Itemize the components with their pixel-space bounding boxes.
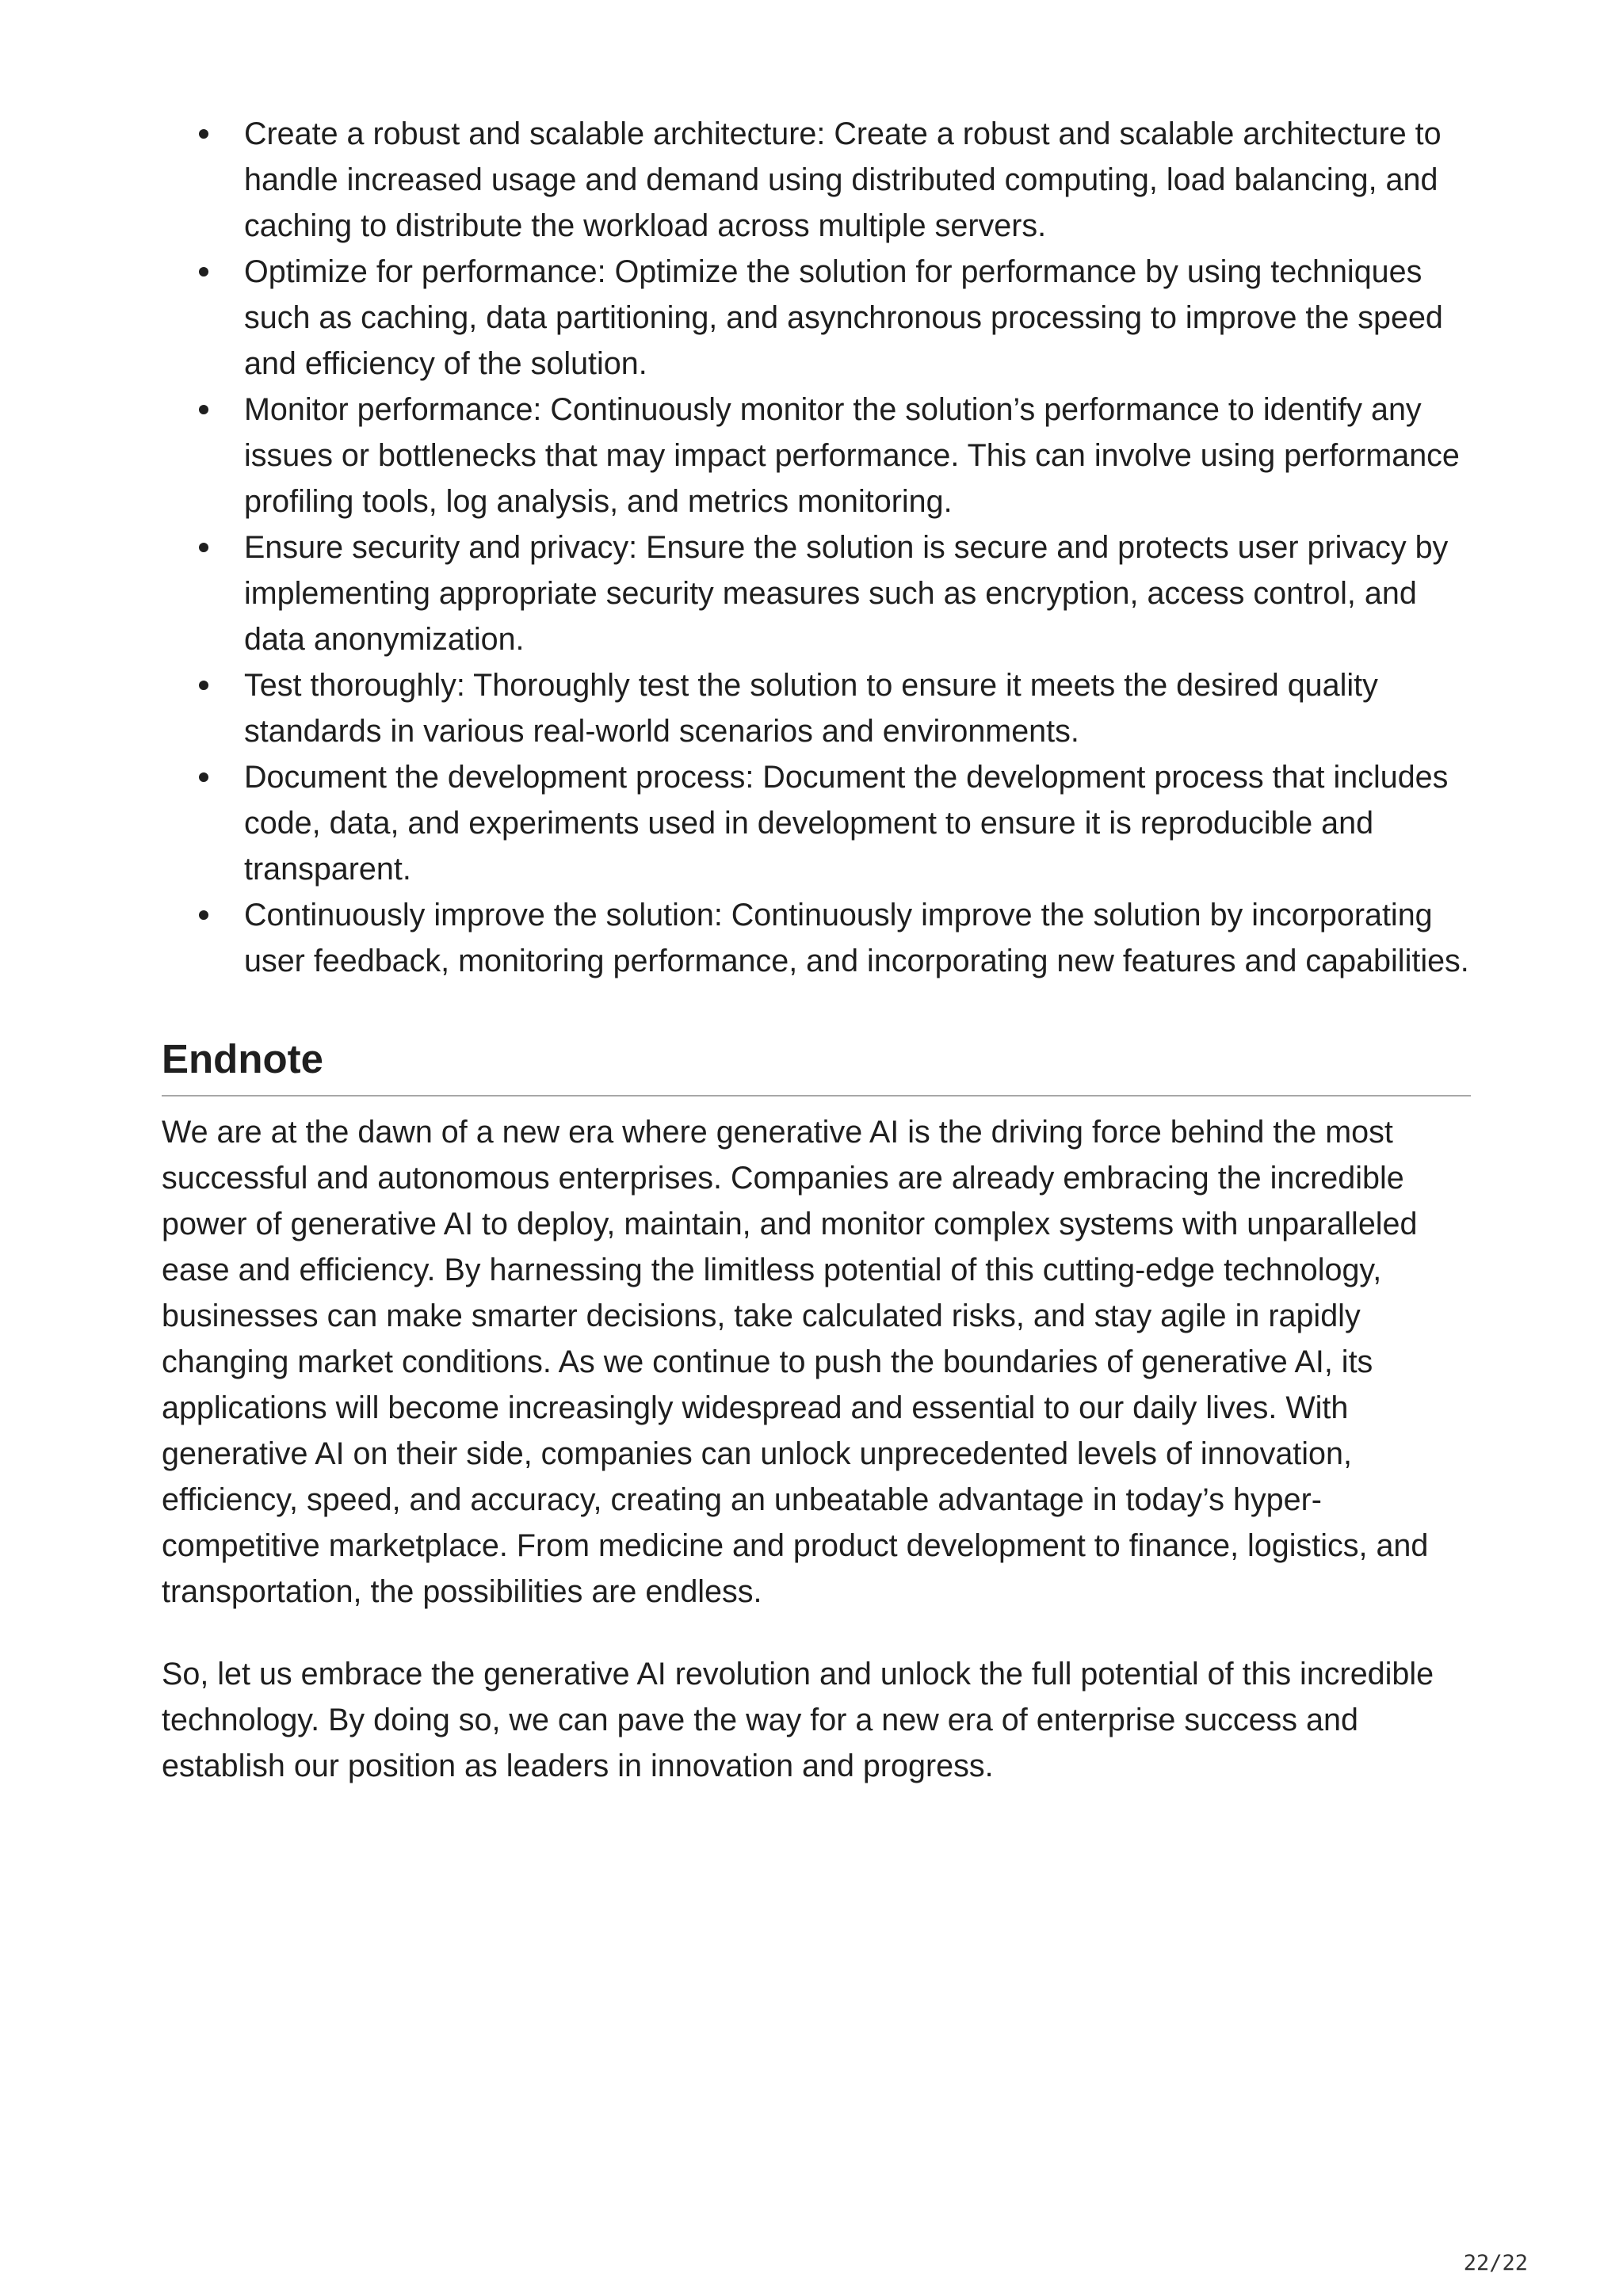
list-item: Document the development process: Document the development process that includes code, data, and experiments used in development to ensure it is reproducible and transparent.: [244, 754, 1471, 892]
list-item: Continuously improve the solution: Continuously improve the solution by incorporating user feedback, monitoring performance, and incorporating new features and capabilities.: [244, 892, 1471, 984]
page-number: 22/22: [1463, 2251, 1528, 2275]
endnote-heading: Endnote: [162, 1035, 1471, 1097]
list-item: Ensure security and privacy: Ensure the solution is secure and protects user privacy by implementing appropriate security measures such as encryption, access control, and data anonymization.: [244, 524, 1471, 662]
list-item: Optimize for performance: Optimize the solution for performance by using techniques such as caching, data partitioning, and asynchronous processing to improve the speed and efficiency of the solution.: [244, 249, 1471, 387]
page-content: [162, 111, 1471, 1789]
endnote-paragraph: We are at the dawn of a new era where generative AI is the driving force behind the most successful and autonomous enterprises. Companies are already embracing the incredible power of generative AI to deploy, maintain, and monitor complex systems with unparalleled ease and efficiency. By harnessing the limitless potential of this cutting-edge technology, businesses can make smarter decisions, take calculated risks, and stay agile in rapidly changing market conditions. As we continue to push the boundaries of generative AI, its applications will become increasingly widespread and essential to our daily lives. With generative AI on their side, companies can unlock unprecedented levels of innovation, efficiency, speed, and accuracy, creating an unbeatable advantage in today’s hyper-competitive marketplace. From medicine and product development to finance, logistics, and transportation, the possibilities are endless.: [162, 1115, 1429, 1609]
list-item: Test thoroughly: Thoroughly test the solution to ensure it meets the desired quality standards in various real-world scenarios and environments.: [244, 662, 1471, 754]
endnote-paragraph: So, let us embrace the generative AI revolution and unlock the full potential of this incredible technology. By doing so, we can pave the way for a new era of enterprise success and establish our position as leaders in innovation and progress.: [162, 1657, 1434, 1783]
bullet-list: [162, 111, 1471, 984]
list-item: Monitor performance: Continuously monitor the solution’s performance to identify any issues or bottlenecks that may impact performance. This can involve using performance profiling tools, log analysis, and metrics monitoring.: [244, 387, 1471, 524]
list-item: Create a robust and scalable architecture: Create a robust and scalable architecture to handle increased usage and demand using distributed computing, load balancing, and caching to distribute the workload across multiple servers.: [244, 111, 1471, 249]
